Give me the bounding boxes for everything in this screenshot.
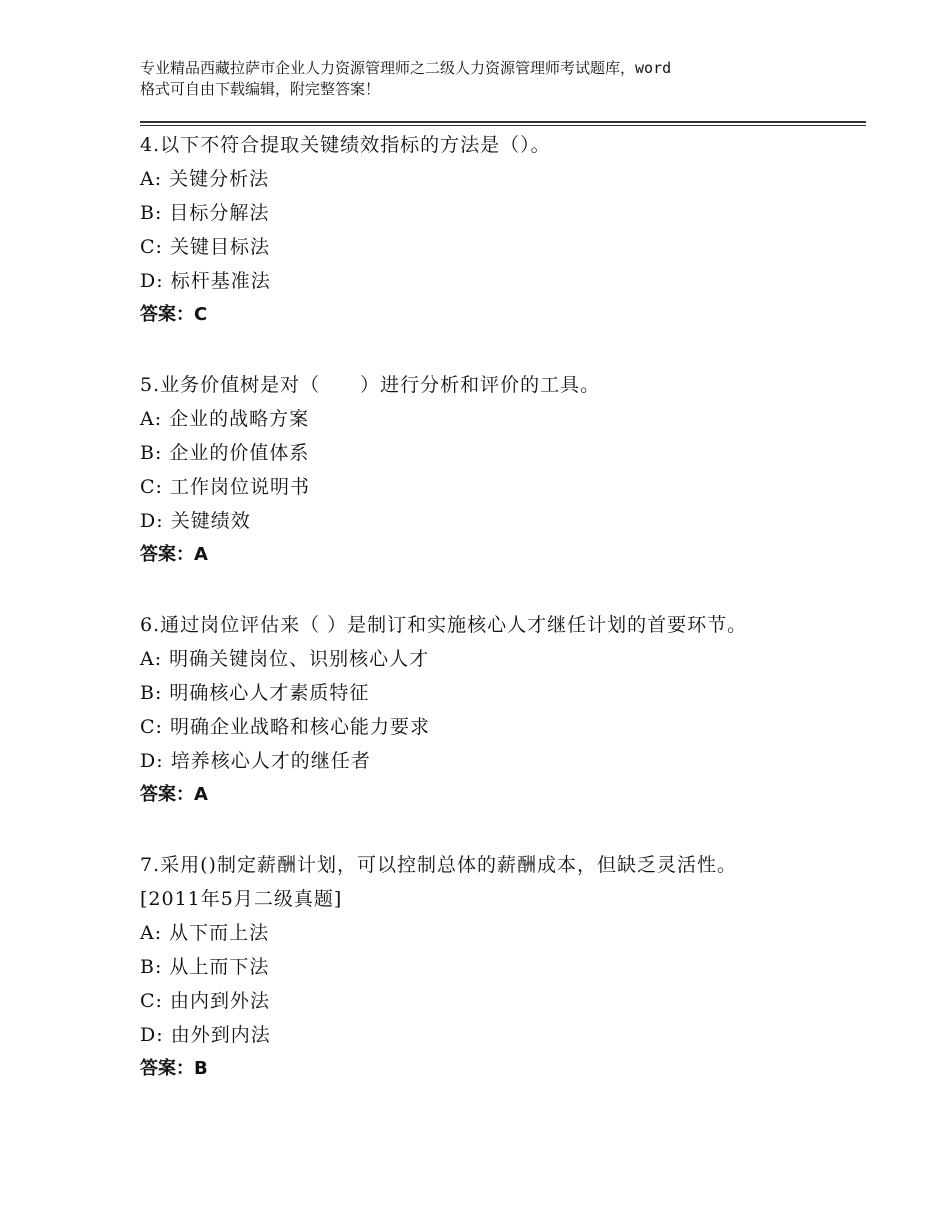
question-list [140,128,866,1086]
answer-label: 答案：A [140,784,208,805]
question-stem-source: [2011年5月二级真题] [140,888,343,910]
header-title-line-1: 专业精品西藏拉萨市企业人力资源管理师之二级人力资源管理师考试题库，word [140,59,672,77]
option-key: A: [140,648,163,670]
question-4 [140,128,866,332]
option-text: 企业的价值体系 [169,442,310,464]
question-spacer [140,332,866,368]
option-text: 从下而上法 [169,922,270,944]
option-text: 关键绩效 [170,510,251,532]
option-d [140,744,866,778]
option-c [140,984,866,1018]
option-d [140,504,866,538]
question-5 [140,368,866,572]
option-a [140,402,866,436]
question-6 [140,608,866,812]
question-spacer [140,812,866,848]
option-text: 明确企业战略和核心能力要求 [170,716,431,738]
question-stem: 5.业务价值树是对（ ）进行分析和评价的工具。 [140,374,601,396]
option-text: 明确关键岗位、识别核心人才 [169,648,430,670]
answer-label: 答案：C [140,304,208,325]
option-text: 标杆基准法 [170,270,271,292]
option-a [140,642,866,676]
option-d [140,264,866,298]
option-text: 由外到内法 [170,1024,271,1046]
option-d [140,1018,866,1052]
option-text: 明确核心人才素质特征 [169,682,370,704]
option-text: 工作岗位说明书 [170,476,311,498]
header-divider-thick [140,121,866,123]
option-key: D: [140,510,164,532]
option-key: A: [140,922,163,944]
option-key: D: [140,750,164,772]
option-text: 企业的战略方案 [169,408,310,430]
header-title-line-2: 格式可自由下载编辑，附完整答案！ [140,80,381,98]
option-key: D: [140,270,164,292]
option-text: 从上而下法 [169,956,270,978]
option-b [140,950,866,984]
option-c [140,230,866,264]
option-key: B: [140,442,163,464]
question-7 [140,848,866,1086]
option-key: C: [140,990,163,1012]
option-c [140,710,866,744]
answer-label: 答案：A [140,544,208,565]
question-stem: 4.以下不符合提取关键绩效指标的方法是（）。 [140,134,551,156]
option-a [140,916,866,950]
option-b [140,676,866,710]
option-b [140,436,866,470]
question-spacer [140,572,866,608]
option-key: B: [140,682,163,704]
option-text: 关键目标法 [170,236,271,258]
question-stem: 7.采用()制定薪酬计划，可以控制总体的薪酬成本，但缺乏灵活性。 [140,854,737,876]
option-key: C: [140,476,163,498]
option-text: 关键分析法 [169,168,270,190]
option-text: 目标分解法 [169,202,270,224]
option-text: 由内到外法 [170,990,271,1012]
document-header [140,58,820,100]
option-key: C: [140,236,163,258]
option-key: A: [140,168,163,190]
option-key: D: [140,1024,164,1046]
option-key: B: [140,202,163,224]
option-b [140,196,866,230]
answer-label: 答案：B [140,1058,208,1079]
option-key: B: [140,956,163,978]
question-stem: 6.通过岗位评估来（ ）是制订和实施核心人才继任计划的首要环节。 [140,614,748,636]
option-a [140,162,866,196]
option-key: C: [140,716,163,738]
option-c [140,470,866,504]
option-text: 培养核心人才的继任者 [170,750,371,772]
option-key: A: [140,408,163,430]
header-divider-thin [140,125,866,126]
